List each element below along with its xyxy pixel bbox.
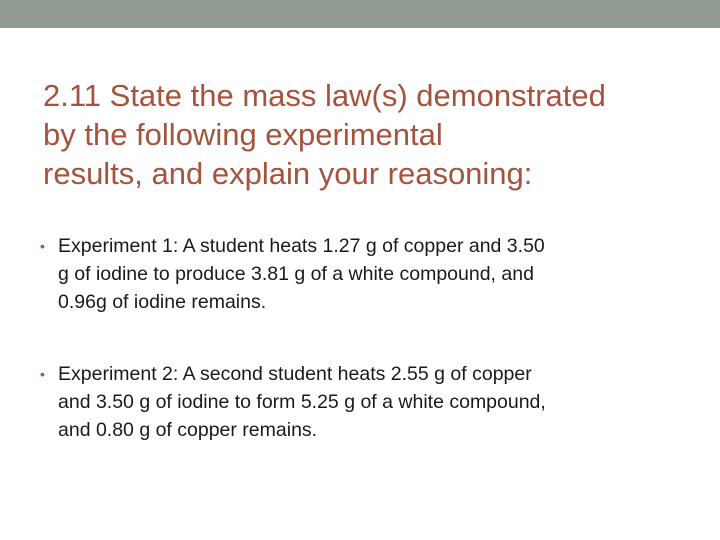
bullet-text-line: and 0.80 g of copper remains. — [58, 419, 318, 441]
slide-title-line: by the following experimental — [43, 117, 443, 152]
slide-title-line: 2.11 State the mass law(s) demonstrated — [43, 78, 606, 113]
bullet-text-line: Experiment 1: A student heats 1.27 g of copper and 3.50 — [58, 235, 545, 257]
bullet-text — [58, 360, 680, 444]
bullet-text-line: Experiment 2: A second student heats 2.55 g of copper — [58, 363, 532, 385]
slide-top-bar — [0, 0, 720, 28]
bullet-text-line: g of iodine to produce 3.81 g of a white compound, and — [58, 263, 534, 285]
bullet-marker: • — [40, 238, 45, 254]
bullet-text — [58, 232, 680, 316]
bullet-experiment-1 — [40, 232, 680, 316]
slide-title-line: results, and explain your reasoning: — [43, 156, 533, 191]
bullet-marker: • — [40, 366, 45, 382]
bullet-text-line: and 3.50 g of iodine to form 5.25 g of a white compound, — [58, 391, 546, 413]
bullet-text-line: 0.96g of iodine remains. — [58, 291, 267, 313]
bullet-list — [40, 232, 680, 444]
slide-title — [43, 76, 693, 193]
bullet-experiment-2 — [40, 360, 680, 444]
